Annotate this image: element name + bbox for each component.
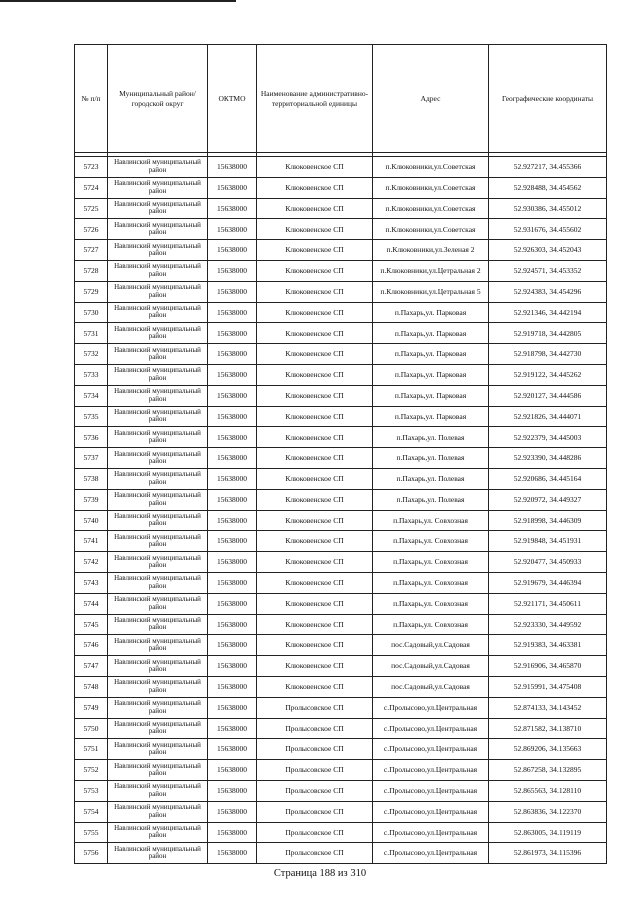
cell-address: п.Клюковники,ул.Зеленая 2 [373, 240, 489, 261]
cell-district: Навлинский муниципальный район [108, 801, 208, 822]
cell-num: 5740 [75, 510, 108, 531]
cell-unit: Клюковенское СП [257, 468, 373, 489]
cell-address: п.Клюковники,ул.Советская [373, 157, 489, 178]
cell-coords: 52.924571, 34.453352 [489, 260, 607, 281]
table-row [75, 323, 607, 344]
table-body [75, 157, 607, 864]
cell-address: с.Пролысово,ул.Центральная [373, 822, 489, 843]
table-row [75, 157, 607, 178]
cell-unit: Клюковенское СП [257, 552, 373, 573]
header-oktmo: ОКТМО [208, 45, 257, 153]
cell-num: 5729 [75, 281, 108, 302]
cell-num: 5741 [75, 531, 108, 552]
cell-unit: Клюковенское СП [257, 302, 373, 323]
cell-address: п.Пахарь,ул. Полевая [373, 448, 489, 469]
cell-unit: Клюковенское СП [257, 656, 373, 677]
cell-oktmo: 15638000 [208, 157, 257, 178]
cell-address: п.Пахарь,ул. Парковая [373, 364, 489, 385]
cell-address: с.Пролысово,ул.Центральная [373, 718, 489, 739]
cell-unit: Клюковенское СП [257, 364, 373, 385]
cell-address: п.Клюковники,ул.Советская [373, 198, 489, 219]
cell-oktmo: 15638000 [208, 427, 257, 448]
cell-unit: Клюковенское СП [257, 323, 373, 344]
cell-district: Навлинский муниципальный район [108, 572, 208, 593]
cell-num: 5755 [75, 822, 108, 843]
cell-district: Навлинский муниципальный район [108, 822, 208, 843]
cell-district: Навлинский муниципальный район [108, 344, 208, 365]
cell-coords: 52.921826, 34.444071 [489, 406, 607, 427]
cell-oktmo: 15638000 [208, 364, 257, 385]
cell-district: Навлинский муниципальный район [108, 843, 208, 864]
cell-address: п.Пахарь,ул. Полевая [373, 489, 489, 510]
cell-oktmo: 15638000 [208, 801, 257, 822]
cell-unit: Клюковенское СП [257, 593, 373, 614]
table-row [75, 510, 607, 531]
cell-district: Навлинский муниципальный район [108, 260, 208, 281]
header-unit: Наименование административно-территориальной единицы [257, 45, 373, 153]
cell-unit: Пролысовское СП [257, 801, 373, 822]
cell-num: 5734 [75, 385, 108, 406]
cell-district: Навлинский муниципальный район [108, 219, 208, 240]
cell-oktmo: 15638000 [208, 780, 257, 801]
cell-unit: Клюковенское СП [257, 448, 373, 469]
cell-unit: Клюковенское СП [257, 344, 373, 365]
table-row [75, 572, 607, 593]
table-row [75, 801, 607, 822]
cell-coords: 52.874133, 34.143452 [489, 697, 607, 718]
cell-address: пос.Садовый,ул.Садовая [373, 635, 489, 656]
table-row [75, 656, 607, 677]
cell-address: п.Пахарь,ул. Парковая [373, 344, 489, 365]
cell-district: Навлинский муниципальный район [108, 531, 208, 552]
table-row [75, 344, 607, 365]
cell-oktmo: 15638000 [208, 614, 257, 635]
cell-oktmo: 15638000 [208, 510, 257, 531]
cell-coords: 52.920127, 34.444586 [489, 385, 607, 406]
cell-coords: 52.921346, 34.442194 [489, 302, 607, 323]
cell-oktmo: 15638000 [208, 822, 257, 843]
cell-district: Навлинский муниципальный район [108, 760, 208, 781]
cell-address: п.Клюковники,ул.Советская [373, 177, 489, 198]
cell-num: 5743 [75, 572, 108, 593]
cell-coords: 52.919718, 34.442805 [489, 323, 607, 344]
cell-num: 5728 [75, 260, 108, 281]
cell-oktmo: 15638000 [208, 593, 257, 614]
cell-oktmo: 15638000 [208, 572, 257, 593]
cell-unit: Клюковенское СП [257, 385, 373, 406]
cell-oktmo: 15638000 [208, 344, 257, 365]
cell-district: Навлинский муниципальный район [108, 614, 208, 635]
page-number: Страница 188 из 310 [273, 868, 367, 879]
cell-num: 5723 [75, 157, 108, 178]
cell-oktmo: 15638000 [208, 302, 257, 323]
cell-unit: Пролысовское СП [257, 760, 373, 781]
cell-district: Навлинский муниципальный район [108, 676, 208, 697]
cell-unit: Клюковенское СП [257, 198, 373, 219]
table-row [75, 531, 607, 552]
top-rule [0, 0, 236, 2]
header-address: Адрес [373, 45, 489, 153]
registry-table [74, 44, 607, 864]
cell-address: п.Клюковники,ул.Цетральная 5 [373, 281, 489, 302]
cell-address: с.Пролысово,ул.Центральная [373, 697, 489, 718]
cell-unit: Клюковенское СП [257, 427, 373, 448]
cell-unit: Пролысовское СП [257, 718, 373, 739]
cell-coords: 52.923390, 34.448286 [489, 448, 607, 469]
cell-oktmo: 15638000 [208, 489, 257, 510]
cell-coords: 52.865563, 34.128110 [489, 780, 607, 801]
cell-address: п.Пахарь,ул. Парковая [373, 302, 489, 323]
cell-district: Навлинский муниципальный район [108, 406, 208, 427]
cell-num: 5742 [75, 552, 108, 573]
cell-oktmo: 15638000 [208, 240, 257, 261]
cell-num: 5752 [75, 760, 108, 781]
cell-address: п.Пахарь,ул. Совхозная [373, 593, 489, 614]
cell-district: Навлинский муниципальный район [108, 635, 208, 656]
cell-district: Навлинский муниципальный район [108, 427, 208, 448]
header-district: Муниципальный район/городской округ [108, 45, 208, 153]
cell-address: п.Пахарь,ул. Полевая [373, 468, 489, 489]
cell-num: 5725 [75, 198, 108, 219]
table-row [75, 614, 607, 635]
cell-address: п.Клюковники,ул.Советская [373, 219, 489, 240]
table-row [75, 448, 607, 469]
cell-coords: 52.919122, 34.445262 [489, 364, 607, 385]
cell-num: 5732 [75, 344, 108, 365]
cell-unit: Пролысовское СП [257, 780, 373, 801]
cell-district: Навлинский муниципальный район [108, 281, 208, 302]
cell-num: 5733 [75, 364, 108, 385]
cell-num: 5737 [75, 448, 108, 469]
cell-unit: Пролысовское СП [257, 843, 373, 864]
cell-oktmo: 15638000 [208, 697, 257, 718]
cell-oktmo: 15638000 [208, 635, 257, 656]
cell-unit: Клюковенское СП [257, 219, 373, 240]
cell-district: Навлинский муниципальный район [108, 364, 208, 385]
cell-unit: Клюковенское СП [257, 635, 373, 656]
cell-unit: Клюковенское СП [257, 406, 373, 427]
cell-oktmo: 15638000 [208, 281, 257, 302]
cell-coords: 52.863836, 34.122370 [489, 801, 607, 822]
cell-unit: Клюковенское СП [257, 177, 373, 198]
cell-district: Навлинский муниципальный район [108, 468, 208, 489]
table-row [75, 385, 607, 406]
cell-coords: 52.921171, 34.450611 [489, 593, 607, 614]
cell-unit: Клюковенское СП [257, 531, 373, 552]
cell-address: п.Пахарь,ул. Совхозная [373, 614, 489, 635]
cell-district: Навлинский муниципальный район [108, 302, 208, 323]
cell-oktmo: 15638000 [208, 843, 257, 864]
cell-oktmo: 15638000 [208, 468, 257, 489]
cell-coords: 52.863005, 34.119119 [489, 822, 607, 843]
cell-address: п.Пахарь,ул. Парковая [373, 323, 489, 344]
cell-num: 5754 [75, 801, 108, 822]
cell-address: с.Пролысово,ул.Центральная [373, 739, 489, 760]
cell-num: 5747 [75, 656, 108, 677]
cell-num: 5724 [75, 177, 108, 198]
cell-oktmo: 15638000 [208, 323, 257, 344]
cell-oktmo: 15638000 [208, 219, 257, 240]
cell-coords: 52.930386, 34.455012 [489, 198, 607, 219]
table-row [75, 427, 607, 448]
cell-num: 5744 [75, 593, 108, 614]
cell-district: Навлинский муниципальный район [108, 718, 208, 739]
header-coords: Географические координаты [489, 45, 607, 153]
cell-district: Навлинский муниципальный район [108, 593, 208, 614]
cell-district: Навлинский муниципальный район [108, 489, 208, 510]
cell-coords: 52.915991, 34.475408 [489, 676, 607, 697]
cell-coords: 52.926303, 34.452043 [489, 240, 607, 261]
cell-num: 5738 [75, 468, 108, 489]
cell-num: 5750 [75, 718, 108, 739]
cell-num: 5753 [75, 780, 108, 801]
table-row [75, 552, 607, 573]
cell-address: п.Пахарь,ул. Совхозная [373, 531, 489, 552]
cell-unit: Клюковенское СП [257, 614, 373, 635]
cell-coords: 52.919383, 34.463381 [489, 635, 607, 656]
table-row [75, 240, 607, 261]
cell-num: 5726 [75, 219, 108, 240]
cell-coords: 52.924383, 34.454296 [489, 281, 607, 302]
cell-coords: 52.867258, 34.132895 [489, 760, 607, 781]
table-row [75, 468, 607, 489]
cell-oktmo: 15638000 [208, 260, 257, 281]
table-row [75, 260, 607, 281]
cell-district: Навлинский муниципальный район [108, 656, 208, 677]
table-row [75, 489, 607, 510]
table-row [75, 843, 607, 864]
cell-coords: 52.918998, 34.446309 [489, 510, 607, 531]
table-row [75, 822, 607, 843]
cell-address: п.Пахарь,ул. Совхозная [373, 572, 489, 593]
cell-oktmo: 15638000 [208, 198, 257, 219]
cell-unit: Клюковенское СП [257, 281, 373, 302]
cell-num: 5756 [75, 843, 108, 864]
cell-district: Навлинский муниципальный район [108, 510, 208, 531]
cell-oktmo: 15638000 [208, 656, 257, 677]
cell-unit: Пролысовское СП [257, 739, 373, 760]
cell-district: Навлинский муниципальный район [108, 780, 208, 801]
table-row [75, 676, 607, 697]
cell-address: с.Пролысово,ул.Центральная [373, 843, 489, 864]
table-row [75, 406, 607, 427]
table-row [75, 198, 607, 219]
cell-address: п.Пахарь,ул. Совхозная [373, 510, 489, 531]
table-row [75, 593, 607, 614]
cell-unit: Клюковенское СП [257, 572, 373, 593]
cell-district: Навлинский муниципальный район [108, 157, 208, 178]
cell-district: Навлинский муниципальный район [108, 198, 208, 219]
cell-coords: 52.927217, 34.455366 [489, 157, 607, 178]
cell-coords: 52.928488, 34.454562 [489, 177, 607, 198]
cell-coords: 52.918798, 34.442730 [489, 344, 607, 365]
cell-num: 5727 [75, 240, 108, 261]
cell-address: п.Пахарь,ул. Парковая [373, 406, 489, 427]
cell-coords: 52.922379, 34.445003 [489, 427, 607, 448]
cell-district: Навлинский муниципальный район [108, 177, 208, 198]
cell-num: 5745 [75, 614, 108, 635]
cell-num: 5746 [75, 635, 108, 656]
cell-unit: Клюковенское СП [257, 676, 373, 697]
cell-address: пос.Садовый,ул.Садовая [373, 656, 489, 677]
cell-unit: Клюковенское СП [257, 240, 373, 261]
cell-address: п.Пахарь,ул. Парковая [373, 385, 489, 406]
cell-num: 5739 [75, 489, 108, 510]
cell-coords: 52.923330, 34.449592 [489, 614, 607, 635]
table-row [75, 718, 607, 739]
table-row [75, 281, 607, 302]
cell-oktmo: 15638000 [208, 676, 257, 697]
table-row [75, 219, 607, 240]
cell-district: Навлинский муниципальный район [108, 552, 208, 573]
cell-oktmo: 15638000 [208, 385, 257, 406]
cell-num: 5736 [75, 427, 108, 448]
cell-num: 5748 [75, 676, 108, 697]
cell-district: Навлинский муниципальный район [108, 739, 208, 760]
cell-address: с.Пролысово,ул.Центральная [373, 780, 489, 801]
cell-oktmo: 15638000 [208, 448, 257, 469]
table-row [75, 697, 607, 718]
cell-coords: 52.916906, 34.465870 [489, 656, 607, 677]
header-num: № п/п [75, 45, 108, 153]
cell-num: 5735 [75, 406, 108, 427]
table-row [75, 302, 607, 323]
cell-district: Навлинский муниципальный район [108, 385, 208, 406]
cell-coords: 52.920477, 34.450933 [489, 552, 607, 573]
cell-num: 5731 [75, 323, 108, 344]
table-row [75, 635, 607, 656]
cell-unit: Клюковенское СП [257, 157, 373, 178]
cell-address: с.Пролысово,ул.Центральная [373, 801, 489, 822]
table-header [75, 45, 607, 157]
cell-oktmo: 15638000 [208, 177, 257, 198]
cell-oktmo: 15638000 [208, 718, 257, 739]
cell-coords: 52.871582, 34.138710 [489, 718, 607, 739]
cell-address: п.Пахарь,ул. Совхозная [373, 552, 489, 573]
cell-coords: 52.919679, 34.446394 [489, 572, 607, 593]
table-row [75, 177, 607, 198]
cell-unit: Пролысовское СП [257, 697, 373, 718]
cell-district: Навлинский муниципальный район [108, 448, 208, 469]
table-row [75, 780, 607, 801]
cell-address: п.Клюковники,ул.Цетральная 2 [373, 260, 489, 281]
cell-oktmo: 15638000 [208, 760, 257, 781]
table-row [75, 364, 607, 385]
cell-coords: 52.919848, 34.451931 [489, 531, 607, 552]
table-row [75, 739, 607, 760]
cell-oktmo: 15638000 [208, 406, 257, 427]
cell-oktmo: 15638000 [208, 552, 257, 573]
cell-address: с.Пролысово,ул.Центральная [373, 760, 489, 781]
cell-unit: Пролысовское СП [257, 822, 373, 843]
cell-address: пос.Садовый,ул.Садовая [373, 676, 489, 697]
cell-coords: 52.920686, 34.445164 [489, 468, 607, 489]
cell-coords: 52.861973, 34.115396 [489, 843, 607, 864]
cell-address: п.Пахарь,ул. Полевая [373, 427, 489, 448]
cell-oktmo: 15638000 [208, 531, 257, 552]
cell-district: Навлинский муниципальный район [108, 697, 208, 718]
cell-coords: 52.931676, 34.455602 [489, 219, 607, 240]
cell-unit: Клюковенское СП [257, 260, 373, 281]
cell-district: Навлинский муниципальный район [108, 323, 208, 344]
cell-coords: 52.920972, 34.449327 [489, 489, 607, 510]
cell-coords: 52.869206, 34.135663 [489, 739, 607, 760]
cell-num: 5749 [75, 697, 108, 718]
cell-unit: Клюковенское СП [257, 510, 373, 531]
table-row [75, 760, 607, 781]
cell-unit: Клюковенское СП [257, 489, 373, 510]
cell-num: 5730 [75, 302, 108, 323]
cell-num: 5751 [75, 739, 108, 760]
cell-district: Навлинский муниципальный район [108, 240, 208, 261]
cell-oktmo: 15638000 [208, 739, 257, 760]
